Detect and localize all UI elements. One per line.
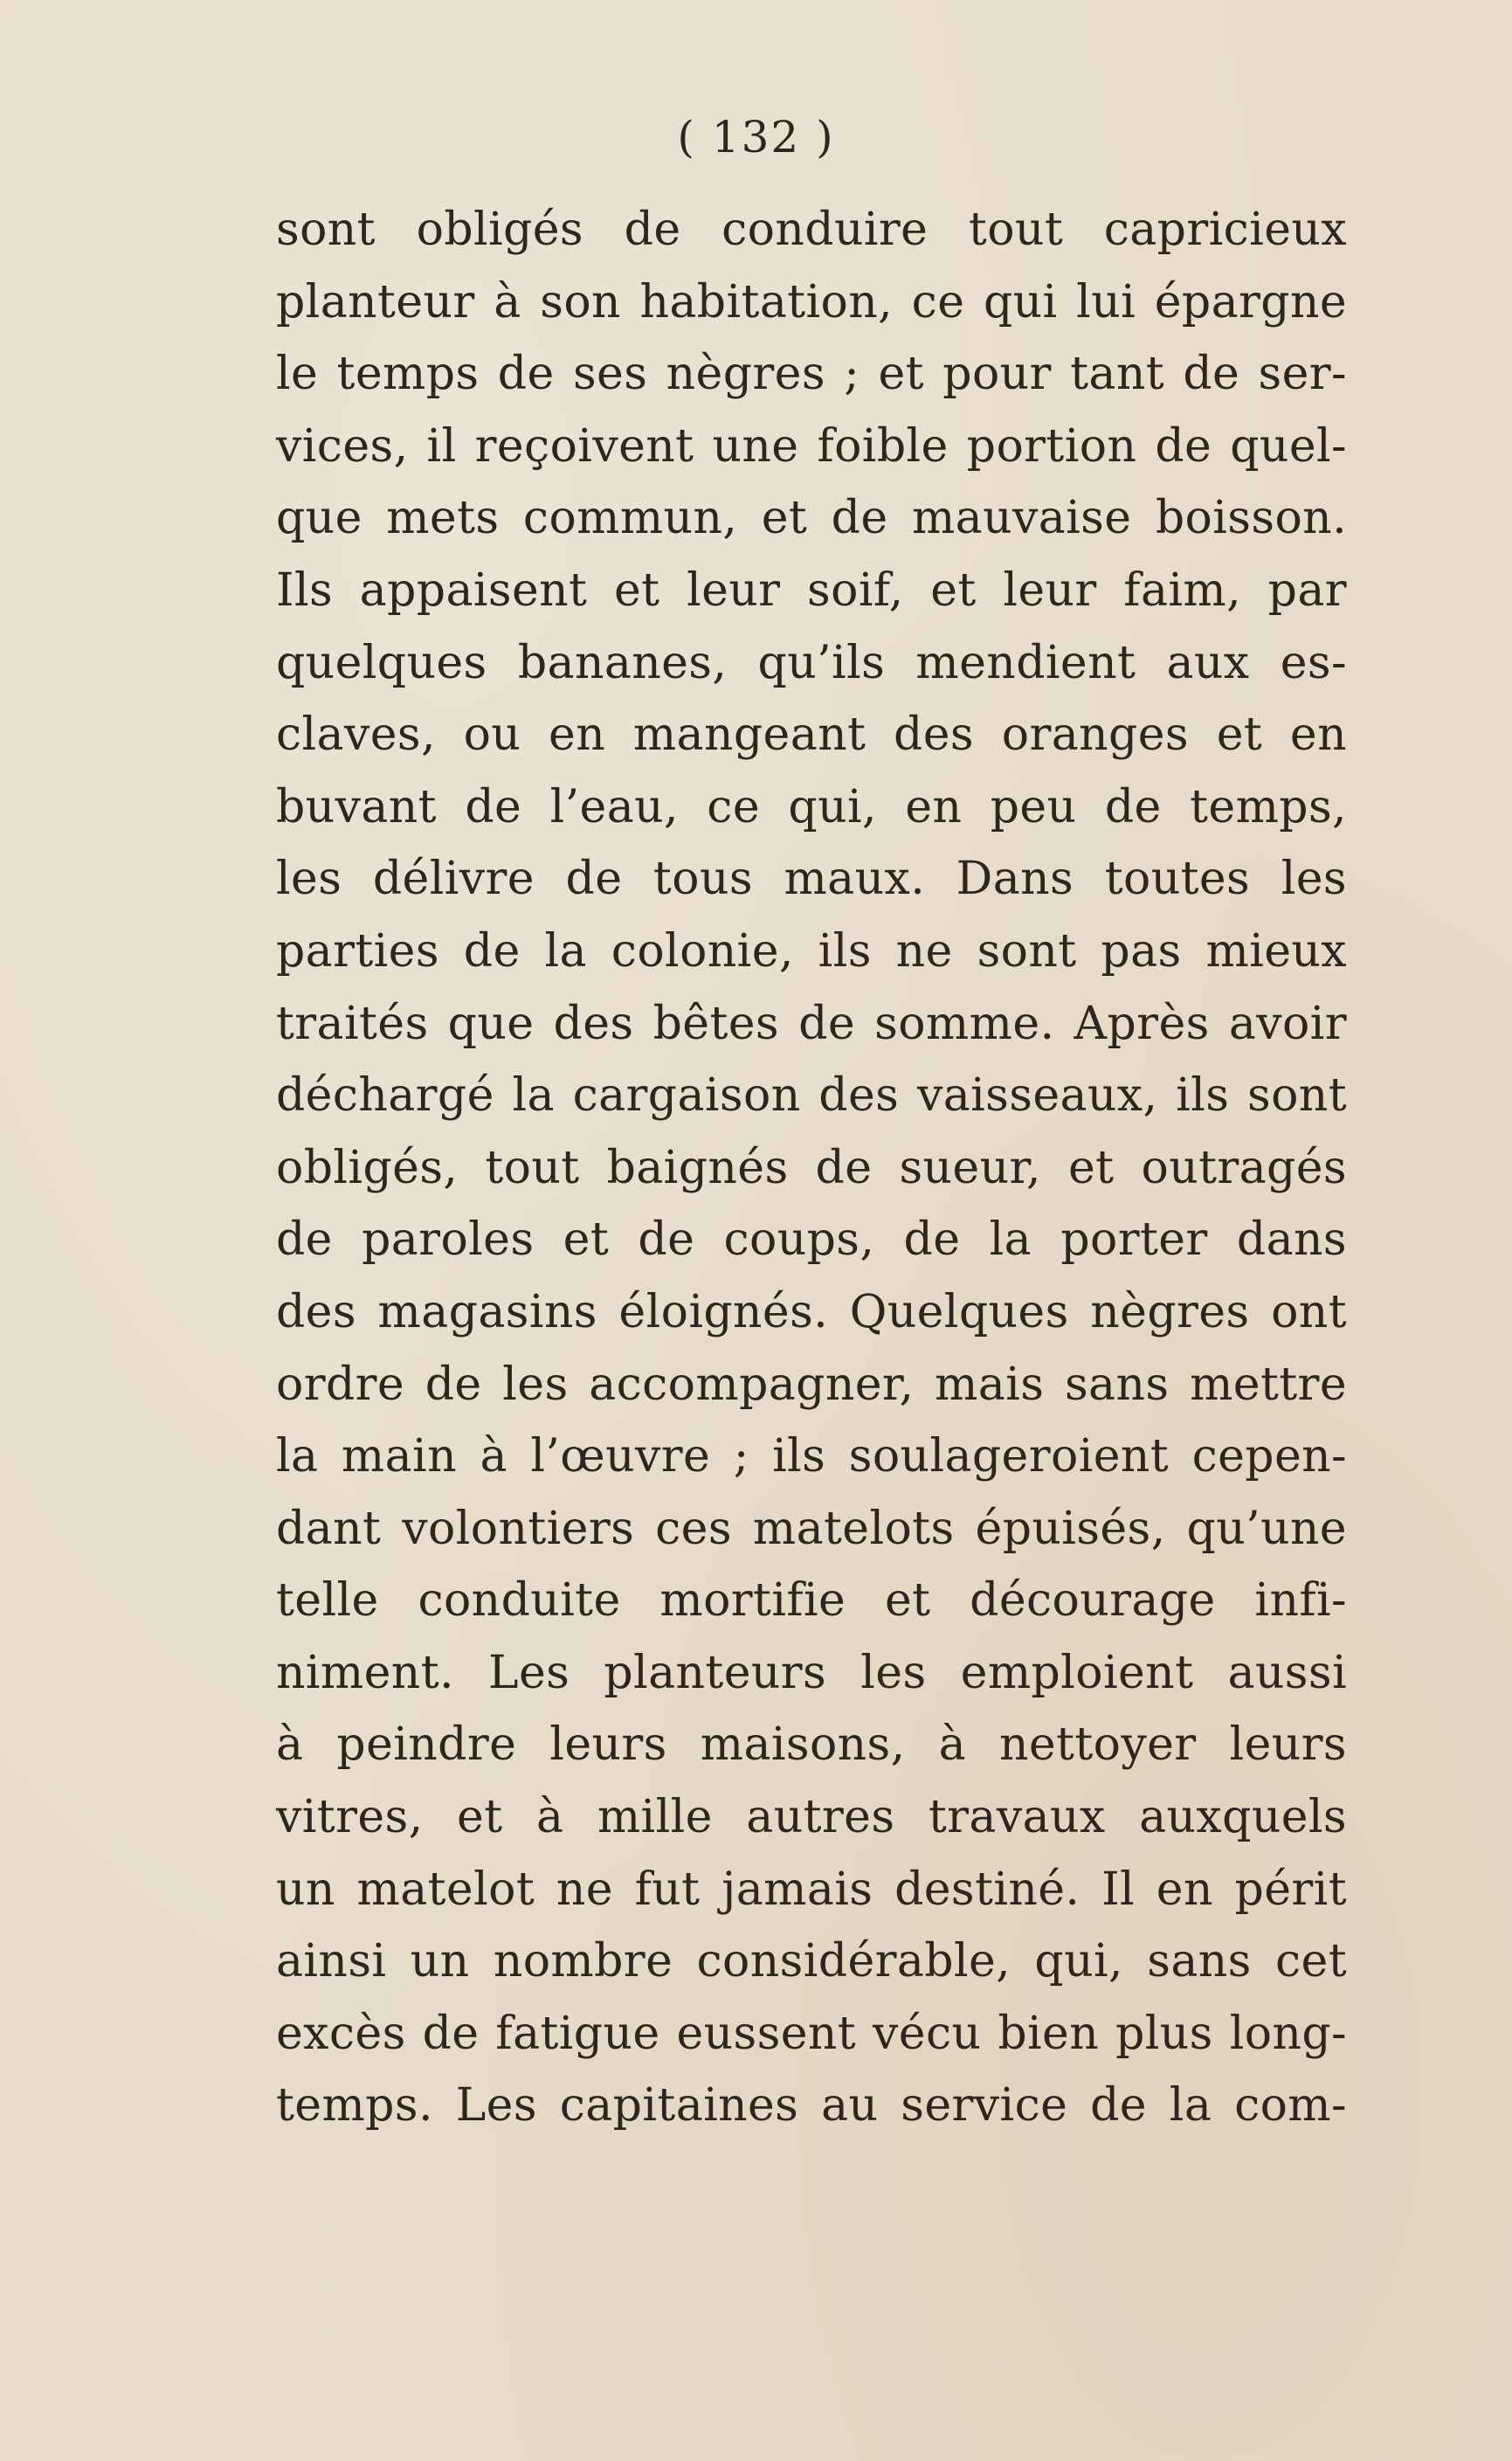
text-line: telle conduite mortifie et décourage infi- <box>276 1574 1347 1628</box>
text-line: obligés, tout baignés de sueur, et outragés <box>276 1141 1347 1194</box>
text-line: de paroles et de coups, de la porter dans <box>276 1213 1347 1267</box>
text-line: déchargé la cargaison des vaisseaux, ils sont <box>276 1069 1347 1123</box>
text-line: excès de fatigue eussent vécu bien plus long- <box>276 2007 1347 2060</box>
text-line: parties de la colonie, ils ne sont pas mieux <box>276 924 1347 978</box>
text-line: quelques bananes, qu’ils mendient aux es- <box>276 636 1347 689</box>
text-line: ainsi un nombre considérable, qui, sans cet <box>276 1935 1347 1988</box>
text-line: des magasins éloignés. Quelques nègres ont <box>276 1285 1347 1338</box>
text-line: à peindre leurs maisons, à nettoyer leurs <box>276 1718 1347 1772</box>
text-line: les délivre de tous maux. Dans toutes les <box>276 853 1347 906</box>
text-line: la main à l’œuvre ; ils soulageroient cepen- <box>276 1430 1347 1483</box>
text-line: temps. Les capitaines au service de la com- <box>276 2079 1347 2133</box>
body-text <box>276 194 1347 2142</box>
text-line: traités que des bêtes de somme. Après avoir <box>276 997 1347 1050</box>
text-line: buvant de l’eau, ce qui, en peu de temps, <box>276 780 1347 833</box>
text-line: vices, il reçoivent une foible portion de quel- <box>276 419 1347 473</box>
text-line: niment. Les planteurs les emploient aussi <box>276 1646 1347 1699</box>
text-line: un matelot ne fut jamais destiné. Il en périt <box>276 1863 1347 1916</box>
text-line: que mets commun, et de mauvaise boisson. <box>276 492 1347 545</box>
text-line: Ils appaisent et leur soif, et leur faim, par <box>276 563 1347 617</box>
text-line: dant volontiers ces matelots épuisés, qu’une <box>276 1502 1347 1555</box>
text-line: sont obligés de conduire tout capricieux <box>276 204 1347 256</box>
text-line: ordre de les accompagner, mais sans mettre <box>276 1358 1347 1411</box>
text-line: vitres, et à mille autres travaux auxquels <box>276 1791 1347 1844</box>
text-line: planteur à son habitation, ce qui lui épargne <box>276 275 1347 328</box>
page-number: ( 132 ) <box>677 112 835 162</box>
text-line: claves, ou en mangeant des oranges et en <box>276 709 1347 762</box>
text-line: le temps de ses nègres ; et pour tant de ser- <box>276 348 1347 401</box>
